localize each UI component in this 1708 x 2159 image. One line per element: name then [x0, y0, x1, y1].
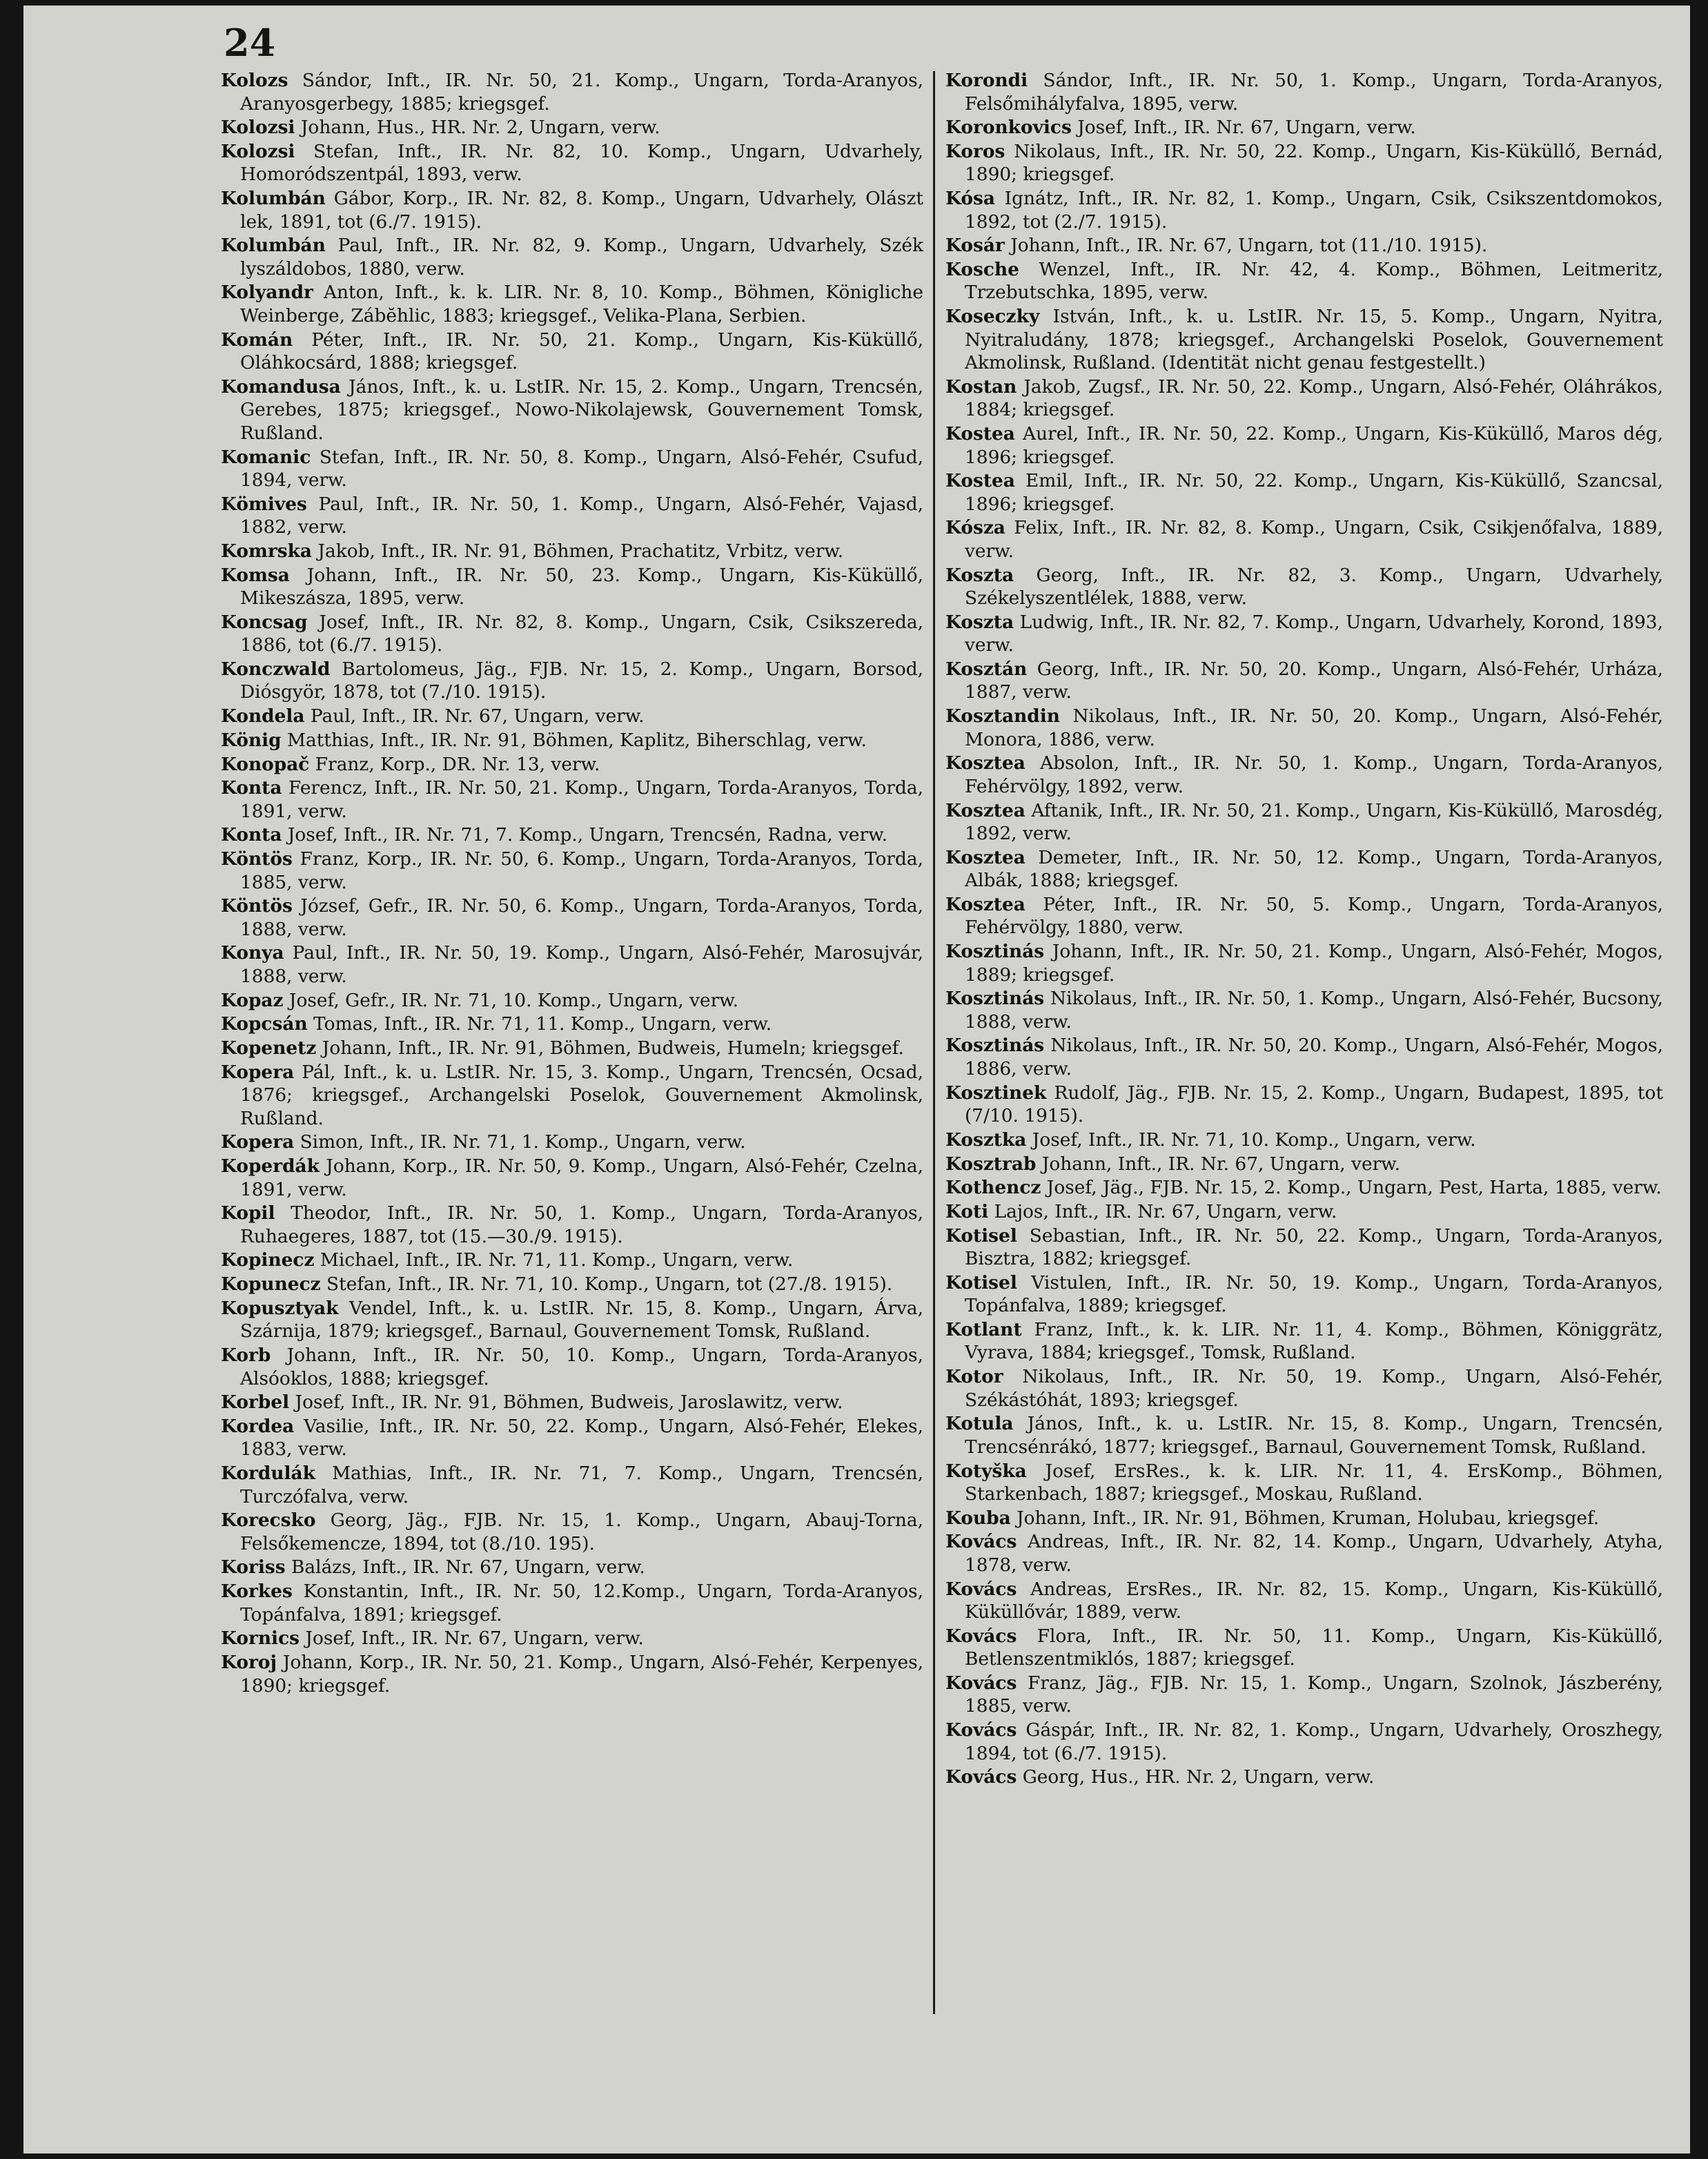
casualty-entry [945, 234, 1663, 257]
entry-surname: Kotisel [945, 1271, 1017, 1293]
entry-details: Jakob, Inft., IR. Nr. 91, Böhmen, Prachatitz, Vrbitz, verw. [312, 540, 844, 562]
entry-surname: Kolozs [221, 70, 288, 91]
entry-details: Gábor, Korp., IR. Nr. 82, 8. Komp., Ungarn, Udvarhely, Olászt lek, 1891, tot (6./7. 1915). [240, 188, 923, 233]
casualty-entry [945, 1766, 1663, 1789]
entry-surname: Kovács [945, 1531, 1017, 1553]
entry-details: Nikolaus, Inft., IR. Nr. 50, 22. Komp., Ungarn, Kis-Küküllő, Bernád, 1890; kriegsgef. [965, 140, 1663, 186]
entry-surname: Kosztea [945, 893, 1025, 915]
entry-surname: Kouba [945, 1507, 1011, 1529]
entry-surname: Kordea [221, 1415, 295, 1437]
entry-surname: Kosztinás [945, 941, 1045, 963]
entry-surname: Kolozsi [221, 117, 295, 139]
entry-details: Vasilie, Inft., IR. Nr. 50, 22. Komp., Ungarn, Alsó-Fehér, Elekes, 1883, verw. [240, 1415, 923, 1460]
casualty-entry [221, 1556, 923, 1579]
entry-surname: Kopil [221, 1202, 275, 1224]
entry-details: János, Inft., k. u. LstIR. Nr. 15, 8. Komp., Ungarn, Trencsén, Trencsénrákó, 1877; kriegsgef., Barnaul, Gouvernement Tomsk, Rußland. [965, 1413, 1663, 1458]
casualty-entry [945, 1412, 1663, 1458]
casualty-entry [221, 493, 923, 539]
entry-surname: Kolumbán [221, 235, 326, 257]
casualty-entry [221, 140, 923, 186]
entry-surname: Kovács [945, 1766, 1017, 1788]
entry-details: Gáspár, Inft., IR. Nr. 82, 1. Komp., Ungarn, Udvarhely, Oroszhegy, 1894, tot (6./7. 1915). [965, 1719, 1663, 1764]
casualty-entry [945, 258, 1663, 304]
entry-surname: Kotlant [945, 1318, 1022, 1340]
casualty-entry [945, 1176, 1663, 1200]
casualty-entry [221, 705, 923, 728]
entry-details: Nikolaus, Inft., IR. Nr. 50, 1. Komp., Ungarn, Alsó-Fehér, Bucsony, 1888, verw. [965, 988, 1663, 1033]
entry-surname: Komanic [221, 446, 311, 468]
entry-details: Josef, Inft., IR. Nr. 67, Ungarn, verw. [1071, 117, 1416, 139]
entry-details: Georg, Jäg., FJB. Nr. 15, 1. Komp., Ungarn, Abauj-Torna, Felsőkemencze, 1894, tot (8./10. 195). [240, 1510, 923, 1554]
entry-details: Johann, Inft., IR. Nr. 67, Ungarn, tot (11./10. 1915). [1004, 235, 1488, 257]
entry-details: Johann, Korp., IR. Nr. 50, 21. Komp., Ungarn, Alsó-Fehér, Kerpenyes, 1890; kriegsgef. [240, 1652, 923, 1697]
entry-details: Tomas, Inft., IR. Nr. 71, 11. Komp., Ungarn, verw. [307, 1013, 772, 1035]
entry-surname: Komandusa [221, 375, 341, 398]
casualty-entry [945, 1530, 1663, 1576]
entry-details: Johann, Inft., IR. Nr. 50, 21. Komp., Ungarn, Alsó-Fehér, Mogos, 1889; kriegsgef. [965, 941, 1663, 986]
entry-details: Aftanik, Inft., IR. Nr. 50, 21. Komp., Ungarn, Kis-Küküllő, Marosdég, 1892, verw. [965, 799, 1663, 844]
page-number: 24 [224, 21, 276, 65]
entry-details: Pál, Inft., k. u. LstIR. Nr. 15, 3. Komp., Ungarn, Trencsén, Ocsad, 1876; kriegsgef., Archangelski Poselok, Gouvernement Akmolinsk, Rußland. [240, 1061, 923, 1129]
casualty-entry [945, 1625, 1663, 1671]
entry-surname: Kosár [945, 235, 1005, 257]
entry-details: János, Inft., k. u. LstIR. Nr. 15, 2. Komp., Ungarn, Trencsén, Gerebes, 1875; kriegsgef., Nowo-Nikolajewsk, Gouvernement Tomsk, Rußland. [240, 375, 923, 444]
casualty-entry [221, 564, 923, 610]
entry-details: Vendel, Inft., k. u. LstIR. Nr. 15, 8. Komp., Ungarn, Árva, Szárnija, 1879; kriegsgef., Barnaul, Gouvernement Tomsk, Rußland. [240, 1297, 923, 1342]
casualty-entry [945, 69, 1663, 115]
entry-details: István, Inft., k. u. LstIR. Nr. 15, 5. Komp., Ungarn, Nyitra, Nyitraludány, 1878; kriegsgef., Archangelski Poselok, Gouvernement Akmolinsk, Rußland. (Identität nicht genau festgestellt.) [965, 306, 1663, 374]
casualty-entry [945, 187, 1663, 233]
entry-details: Matthias, Inft., IR. Nr. 91, Böhmen, Kaplitz, Biherschlag, verw. [281, 729, 867, 751]
casualty-entry [221, 1131, 923, 1154]
entry-surname: Korecsko [221, 1510, 316, 1532]
left-column [221, 69, 923, 1698]
entry-surname: Kosztinás [945, 1035, 1045, 1057]
entry-surname: Kosztán [945, 658, 1028, 680]
entry-surname: Kosztea [945, 799, 1025, 821]
entry-surname: Kotisel [945, 1224, 1017, 1247]
casualty-entry [221, 848, 923, 894]
entry-details: Georg, Hus., HR. Nr. 2, Ungarn, verw. [1017, 1766, 1375, 1788]
casualty-entry [221, 446, 923, 492]
entry-details: Josef, Jäg., FJB. Nr. 15, 2. Komp., Ungarn, Pest, Harta, 1885, verw. [1041, 1177, 1662, 1199]
entry-details: Balázs, Inft., IR. Nr. 67, Ungarn, verw. [285, 1556, 645, 1579]
casualty-entry [221, 989, 923, 1013]
entry-surname: Koncsag [221, 611, 308, 633]
casualty-entry [945, 140, 1663, 186]
entry-surname: Kopusztyak [221, 1297, 339, 1319]
entry-details: Paul, Inft., IR. Nr. 67, Ungarn, verw. [304, 705, 645, 727]
entry-surname: Kömives [221, 493, 307, 515]
entry-details: Michael, Inft., IR. Nr. 71, 11. Komp., Ungarn, verw. [314, 1249, 794, 1271]
casualty-entry [945, 305, 1663, 375]
entry-surname: Kosztrab [945, 1153, 1037, 1175]
casualty-entry [221, 1509, 923, 1555]
entry-details: Simon, Inft., IR. Nr. 71, 1. Komp., Ungarn, verw. [294, 1131, 746, 1153]
casualty-entry [221, 1627, 923, 1650]
entry-surname: Kosztinás [945, 988, 1045, 1010]
entry-details: Rudolf, Jäg., FJB. Nr. 15, 2. Komp., Ungarn, Budapest, 1895, tot (7/10. 1915). [965, 1082, 1663, 1127]
entry-details: Johann, Inft., IR. Nr. 91, Böhmen, Kruman, Holubau, kriegsgef. [1010, 1507, 1600, 1529]
entry-surname: Kopera [221, 1061, 295, 1083]
entry-details: Johann, Hus., HR. Nr. 2, Ungarn, verw. [295, 117, 660, 139]
casualty-entry [945, 799, 1663, 846]
entry-details: Absolon, Inft., IR. Nr. 50, 1. Komp., Ungarn, Torda-Aranyos, Fehérvölgy, 1892, verw. [965, 752, 1663, 797]
entry-surname: Korondi [945, 70, 1028, 91]
casualty-entry [945, 1082, 1663, 1128]
entry-details: Paul, Inft., IR. Nr. 82, 9. Komp., Ungarn, Udvarhely, Szék lyszáldobos, 1880, verw. [240, 235, 923, 280]
casualty-entry [945, 1200, 1663, 1224]
casualty-entry [945, 564, 1663, 610]
entry-surname: Koszta [945, 564, 1014, 586]
entry-details: Sándor, Inft., IR. Nr. 50, 21. Komp., Ungarn, Torda-Aranyos, Aranyosgerbegy, 1885; kriegsgef. [240, 70, 923, 115]
entry-surname: Koriss [221, 1556, 286, 1579]
entry-surname: Kotor [945, 1366, 1003, 1388]
entry-details: Sebastian, Inft., IR. Nr. 50, 22. Komp., Ungarn, Torda-Aranyos, Bisztra, 1882; kriegsgef. [965, 1224, 1663, 1270]
entry-surname: Kopcsán [221, 1013, 308, 1035]
casualty-entry [221, 1249, 923, 1272]
casualty-entry [221, 1462, 923, 1508]
casualty-entry [221, 1061, 923, 1131]
entry-surname: Kopaz [221, 989, 284, 1011]
entry-details: Nikolaus, Inft., IR. Nr. 50, 19. Komp., Ungarn, Alsó-Fehér, Székástóhát, 1893; kriegsgef. [965, 1366, 1663, 1411]
casualty-entry [945, 1365, 1663, 1411]
entry-surname: Koronkovics [945, 117, 1072, 139]
casualty-entry [945, 1460, 1663, 1506]
entry-surname: Korbel [221, 1391, 290, 1414]
casualty-entry [221, 1155, 923, 1201]
casualty-entry [221, 1415, 923, 1461]
entry-surname: Kovács [945, 1578, 1017, 1600]
entry-details: Ignátz, Inft., IR. Nr. 82, 1. Komp., Ungarn, Csik, Csikszentdomokos, 1892, tot (2./7. 1915). [965, 188, 1663, 233]
casualty-entry [945, 987, 1663, 1033]
entry-details: Johann, Inft., IR. Nr. 50, 23. Komp., Ungarn, Kis-Küküllő, Mikeszásza, 1895, verw. [240, 564, 923, 609]
casualty-entry [945, 705, 1663, 751]
casualty-entry [221, 329, 923, 375]
casualty-entry [945, 1034, 1663, 1080]
entry-details: Lajos, Inft., IR. Nr. 67, Ungarn, verw. [988, 1200, 1337, 1222]
entry-surname: Komsa [221, 564, 290, 586]
casualty-entry [221, 895, 923, 941]
casualty-entry [945, 1271, 1663, 1318]
entry-surname: Köntös [221, 848, 293, 870]
entry-details: Franz, Jäg., FJB. Nr. 15, 1. Komp., Ungarn, Szolnok, Jászberény, 1885, verw. [965, 1672, 1663, 1717]
entry-details: Josef, Inft., IR. Nr. 91, Böhmen, Budweis, Jaroslawitz, verw. [289, 1391, 843, 1414]
entry-details: Theodor, Inft., IR. Nr. 50, 1. Komp., Ungarn, Torda-Aranyos, Ruhaegeres, 1887, tot (15.—30./9. 1915). [240, 1202, 923, 1247]
entry-surname: Kostea [945, 423, 1015, 444]
entry-surname: Kosztka [945, 1129, 1027, 1151]
entry-details: Péter, Inft., IR. Nr. 50, 5. Komp., Ungarn, Torda-Aranyos, Fehérvölgy, 1880, verw. [965, 893, 1663, 939]
entry-surname: Kosztea [945, 846, 1025, 868]
casualty-entry [221, 1202, 923, 1248]
casualty-entry [945, 1129, 1663, 1152]
entry-surname: Kosztea [945, 752, 1025, 774]
entry-details: Péter, Inft., IR. Nr. 50, 21. Komp., Ungarn, Kis-Küküllő, Oláhkocsárd, 1888; kriegsgef. [240, 329, 923, 374]
casualty-entry [221, 1013, 923, 1036]
entry-details: Paul, Inft., IR. Nr. 50, 19. Komp., Ungarn, Alsó-Fehér, Marosujvár, 1888, verw. [240, 942, 923, 987]
casualty-entry [221, 1651, 923, 1697]
document-page [23, 6, 1690, 2153]
entry-surname: Koti [945, 1200, 989, 1222]
entry-details: Johann, Inft., IR. Nr. 91, Böhmen, Budweis, Humeln; kriegsgef. [316, 1037, 904, 1059]
entry-surname: Koszta [945, 611, 1014, 633]
entry-surname: Kósa [945, 188, 995, 210]
entry-surname: Kotula [945, 1413, 1014, 1435]
casualty-entry [945, 375, 1663, 422]
casualty-entry [945, 658, 1663, 704]
entry-details: Andreas, ErsRes., IR. Nr. 82, 15. Komp., Ungarn, Kis-Küküllő, Küküllővár, 1889, verw. [965, 1578, 1663, 1623]
entry-surname: Kopenetz [221, 1037, 317, 1059]
casualty-entry [221, 540, 923, 563]
entry-details: Josef, Inft., IR. Nr. 71, 7. Komp., Ungarn, Trencsén, Radna, verw. [282, 824, 887, 846]
entry-details: Mathias, Inft., IR. Nr. 71, 7. Komp., Ungarn, Trencsén, Turczófalva, verw. [240, 1463, 923, 1507]
casualty-entry [221, 187, 923, 233]
entry-surname: Kordulák [221, 1463, 315, 1485]
entry-details: Demeter, Inft., IR. Nr. 50, 12. Komp., Ungarn, Torda-Aranyos, Albák, 1888; kriegsgef. [965, 846, 1663, 892]
entry-details: Nikolaus, Inft., IR. Nr. 50, 20. Komp., Ungarn, Alsó-Fehér, Mogos, 1886, verw. [965, 1035, 1663, 1080]
entry-surname: Koros [945, 140, 1005, 162]
entry-surname: Kósza [945, 517, 1005, 539]
casualty-entry [221, 823, 923, 847]
casualty-entry [945, 1153, 1663, 1176]
casualty-entry [945, 1578, 1663, 1624]
casualty-entry [945, 1507, 1663, 1530]
entry-details: Franz, Inft., k. k. LIR. Nr. 11, 4. Komp., Böhmen, Königgrätz, Vyrava, 1884; kriegsgef., Tomsk, Rußland. [965, 1318, 1663, 1364]
casualty-entry [221, 281, 923, 327]
entry-surname: Kolyandr [221, 282, 313, 304]
casualty-entry [221, 776, 923, 823]
casualty-entry [945, 1224, 1663, 1271]
entry-surname: Komán [221, 329, 293, 351]
casualty-entry [221, 1391, 923, 1414]
entry-surname: Korb [221, 1345, 271, 1366]
entry-details: Andreas, Inft., IR. Nr. 82, 14. Komp., Ungarn, Udvarhely, Atyha, 1878, verw. [965, 1531, 1663, 1576]
casualty-entry [945, 846, 1663, 892]
casualty-entry [945, 1672, 1663, 1718]
entry-details: Georg, Inft., IR. Nr. 50, 20. Komp., Ungarn, Alsó-Fehér, Urháza, 1887, verw. [965, 658, 1663, 703]
entry-details: Ferencz, Inft., IR. Nr. 50, 21. Komp., Ungarn, Torda-Aranyos, Torda, 1891, verw. [240, 777, 923, 822]
casualty-entry [945, 893, 1663, 939]
casualty-entry [221, 116, 923, 139]
entry-details: Flora, Inft., IR. Nr. 50, 11. Komp., Ungarn, Kis-Küküllő, Betlenszentmiklós, 1887; kriegsgef. [965, 1625, 1663, 1670]
entry-details: Stefan, Inft., IR. Nr. 82, 10. Komp., Ungarn, Udvarhely, Homoródszentpál, 1893, verw. [240, 140, 923, 186]
entry-surname: Kosche [945, 258, 1019, 280]
entry-details: Nikolaus, Inft., IR. Nr. 50, 20. Komp., Ungarn, Alsó-Fehér, Monora, 1886, verw. [965, 705, 1663, 750]
entry-details: József, Gefr., IR. Nr. 50, 6. Komp., Ungarn, Torda-Aranyos, Torda, 1888, verw. [240, 895, 923, 940]
entry-details: Konstantin, Inft., IR. Nr. 50, 12.Komp., Ungarn, Torda-Aranyos, Topánfalva, 1891; kriegsgef. [240, 1581, 923, 1625]
entry-surname: Kornics [221, 1628, 300, 1650]
casualty-entry [221, 234, 923, 280]
entry-details: Josef, Inft., IR. Nr. 71, 10. Komp., Ungarn, verw. [1026, 1129, 1476, 1151]
entry-surname: Konta [221, 777, 282, 799]
entry-surname: Kopera [221, 1131, 295, 1153]
entry-details: Felix, Inft., IR. Nr. 82, 8. Komp., Ungarn, Csik, Csikjenőfalva, 1889, verw. [965, 517, 1663, 562]
casualty-entry [945, 1318, 1663, 1365]
entry-surname: Kostea [945, 470, 1015, 492]
casualty-entry [945, 116, 1663, 139]
entry-surname: Kondela [221, 705, 305, 727]
entry-surname: Koperdák [221, 1155, 320, 1178]
entry-surname: König [221, 729, 282, 751]
casualty-entry [221, 658, 923, 704]
entry-details: Johann, Korp., IR. Nr. 50, 9. Komp., Ungarn, Alsó-Fehér, Czelna, 1891, verw. [240, 1155, 923, 1200]
entry-details: Ludwig, Inft., IR. Nr. 82, 7. Komp., Ungarn, Udvarhely, Korond, 1893, verw. [965, 611, 1663, 656]
entry-surname: Konta [221, 824, 282, 846]
entry-details: Aurel, Inft., IR. Nr. 50, 22. Komp., Ungarn, Kis-Küküllő, Maros dég, 1896; kriegsgef. [965, 423, 1663, 468]
entry-surname: Konczwald [221, 658, 331, 680]
casualty-entry [945, 422, 1663, 469]
entry-surname: Kostan [945, 375, 1017, 398]
entry-surname: Kosztandin [945, 705, 1060, 727]
casualty-entry [945, 752, 1663, 798]
casualty-entry [221, 941, 923, 988]
entry-surname: Kovács [945, 1719, 1017, 1741]
entry-details: Wenzel, Inft., IR. Nr. 42, 4. Komp., Böhmen, Leitmeritz, Trzebutschka, 1895, verw. [965, 258, 1663, 304]
casualty-entry [221, 1297, 923, 1343]
entry-details: Emil, Inft., IR. Nr. 50, 22. Komp., Ungarn, Kis-Küküllő, Szancsal, 1896; kriegsgef. [965, 470, 1663, 515]
entry-surname: Konopač [221, 753, 310, 775]
entry-surname: Komrska [221, 540, 313, 562]
entry-surname: Kotyška [945, 1460, 1027, 1482]
entry-details: Franz, Korp., IR. Nr. 50, 6. Komp., Ungarn, Torda-Aranyos, Torda, 1885, verw. [240, 848, 923, 893]
entry-details: Stefan, Inft., IR. Nr. 50, 8. Komp., Ungarn, Alsó-Fehér, Csufud, 1894, verw. [240, 446, 923, 491]
entry-details: Bartolomeus, Jäg., FJB. Nr. 15, 2. Komp., Ungarn, Borsod, Diósgyör, 1878, tot (7./10. 1915). [240, 658, 923, 703]
entry-surname: Korkes [221, 1581, 293, 1603]
casualty-entry [221, 1580, 923, 1626]
entry-surname: Kovács [945, 1672, 1017, 1694]
entry-surname: Kolozsi [221, 140, 295, 162]
entry-surname: Koroj [221, 1652, 277, 1673]
entry-surname: Koseczky [945, 306, 1040, 328]
entry-surname: Kothencz [945, 1177, 1041, 1199]
casualty-entry [945, 1719, 1663, 1765]
casualty-entry [945, 611, 1663, 657]
entry-details: Vistulen, Inft., IR. Nr. 50, 19. Komp., Ungarn, Torda-Aranyos, Topánfalva, 1889; kriegsgef. [965, 1271, 1663, 1317]
casualty-entry [221, 729, 923, 752]
entry-details: Johann, Inft., IR. Nr. 67, Ungarn, verw. [1036, 1153, 1401, 1175]
entry-details: Josef, Inft., IR. Nr. 67, Ungarn, verw. [300, 1628, 644, 1650]
casualty-entry [221, 1344, 923, 1390]
entry-surname: Kosztinek [945, 1082, 1047, 1104]
entry-details: Josef, Inft., IR. Nr. 82, 8. Komp., Ungarn, Csik, Csikszereda, 1886, tot (6./7. 1915). [240, 611, 923, 656]
entry-details: Franz, Korp., DR. Nr. 13, verw. [309, 753, 600, 775]
entry-details: Georg, Inft., IR. Nr. 82, 3. Komp., Ungarn, Udvarhely, Székelyszentlélek, 1888, verw. [965, 564, 1663, 609]
entry-details: Stefan, Inft., IR. Nr. 71, 10. Komp., Ungarn, tot (27./8. 1915). [320, 1273, 893, 1296]
column-divider [933, 71, 935, 2014]
entry-surname: Köntös [221, 895, 293, 917]
entry-details: Paul, Inft., IR. Nr. 50, 1. Komp., Ungarn, Alsó-Fehér, Vajasd, 1882, verw. [240, 493, 923, 538]
casualty-entry [221, 611, 923, 657]
entry-details: Johann, Inft., IR. Nr. 50, 10. Komp., Ungarn, Torda-Aranyos, Alsóoklos, 1888; kriegsgef. [240, 1345, 923, 1389]
right-column [945, 69, 1663, 1790]
entry-details: Jakob, Zugsf., IR. Nr. 50, 22. Komp., Ungarn, Alsó-Fehér, Oláhrákos, 1884; kriegsgef. [965, 375, 1663, 421]
entry-surname: Kolumbán [221, 188, 326, 210]
entry-details: Sándor, Inft., IR. Nr. 50, 1. Komp., Ungarn, Torda-Aranyos, Felsőmihályfalva, 1895, verw. [965, 70, 1663, 115]
entry-details: Josef, ErsRes., k. k. LIR. Nr. 11, 4. ErsKomp., Böhmen, Starkenbach, 1887; kriegsgef., Moskau, Rußland. [965, 1460, 1663, 1505]
casualty-entry [221, 375, 923, 445]
casualty-entry [221, 753, 923, 776]
casualty-entry [945, 940, 1663, 986]
entry-surname: Kopinecz [221, 1249, 315, 1271]
entry-surname: Kopunecz [221, 1273, 321, 1296]
entry-surname: Kovács [945, 1625, 1017, 1647]
entry-details: Anton, Inft., k. k. LIR. Nr. 8, 10. Komp., Böhmen, Königliche Weinberge, Zábĕhlic, 1883; kriegsgef., Velika-Plana, Serbien. [240, 282, 923, 326]
entry-surname: Konya [221, 942, 284, 964]
casualty-entry [945, 469, 1663, 516]
casualty-entry [221, 1273, 923, 1296]
casualty-entry [221, 1037, 923, 1060]
casualty-entry [221, 69, 923, 115]
entry-details: Josef, Gefr., IR. Nr. 71, 10. Komp., Ungarn, verw. [283, 989, 739, 1011]
casualty-entry [945, 516, 1663, 563]
